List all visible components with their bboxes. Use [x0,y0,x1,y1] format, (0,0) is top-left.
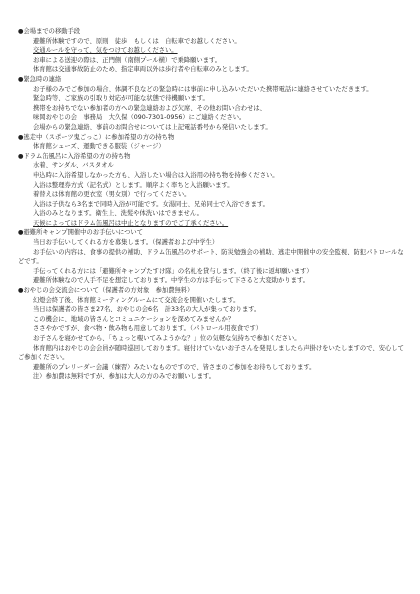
body-line: この機会に、地域の皆さんとコミュニケーションを深めてみませんか？ [33,315,235,323]
section-volunteer-help [18,228,406,286]
body-line: 当日は保護者の皆さま27名、おやじの会6名 計33名の大人が集っております。 [33,306,261,314]
body-line-underlined: 天候によってはドラム缶風呂は中止となりますのでご了承ください。 [33,219,229,227]
body-line: 幻燈会終了後、体育館ミーティングルームにて交流会を開催いたします。 [33,296,240,304]
body-paragraph: お手伝いの内容は、食事の提供の補助、ドラム缶風呂のサポート、防災勉強会の補助、逃走中開催中の安全監視、防犯パトロールなどです。 [18,248,404,266]
section-transport [18,27,406,75]
section-heading: ●会場までの移動手段 [18,28,81,35]
section-heading: ●緊急時の連絡 [18,75,62,83]
body-line: 体育館シューズ、運動できる服装（ジャージ） [33,143,165,151]
section-heading: ●ドラム缶風呂に入浴希望の方の持ち物 [18,152,131,160]
body-line: 避難所のプレリーダー会議（練習）みたいなものですので、皆さまのご参加をお待ちしております。 [33,363,316,371]
body-line: 避難所体験ですので、原則 徒歩 もしくは 自転車でお越しください。 [33,37,241,45]
section-emergency-contact [18,75,406,133]
body-line: 入浴は子供なら3名まで同時入浴が可能です。女湯同士、兄弟同士で入浴できます。 [33,200,269,208]
body-line: 避難所体験なので人手不足を想定しております。中学生の方は手伝って下さると大変助かります。 [33,277,310,285]
body-line: ささやかですが、食べ物・飲み物も用意しております。（パトロール用夜食です） [33,325,263,333]
document-content [18,27,406,382]
body-line: お車による送迎の際は、正門側（南側プール横）で乗降願います。 [33,56,222,64]
body-paragraph: お子様のみでご参加の場合、体調不良などの緊急時には事前に申し込みいただいた携帯電話に連絡させていただきます。 [33,85,373,93]
section-heading: ●逃走中（スポーツ鬼ごっこ）に参加希望の方の持ち物 [18,133,175,141]
body-line: 入浴は整理券方式（記名式）とします。順序よく率ちと入浴願います。 [33,181,234,189]
body-line: 味岡おやじの会 事務局 大久保（090-7301-0956）にご連絡ください。 [33,114,246,122]
body-line: 申込時に入浴希望しなかった方も、入浴したい場合は入浴用の持ち物を持参ください。 [33,171,279,179]
section-social-gathering [18,286,406,382]
section-heading: ●避難所キャンプ開催中のお手伝いについて [18,229,144,237]
body-line: 手伝ってくれる方には「避難所キャンプたすけ隊」の名札を貸与します。（終了後に返却願います） [33,267,313,275]
body-line: 緊急時等、ご家族の引取り対応が可能な状態で待機願います。 [33,95,209,103]
body-paragraph: 体育館内はおやじの会会員が随時巡回しております。寝付けていないお子さんを発見しましたら声掛けをいたしますので、安心してご参加ください。 [18,344,404,362]
body-line: 体育館は交通事故防止のため、指定車両以外は歩行者や自転車のみとします。 [33,66,253,74]
section-tag-game-items [18,133,406,152]
body-line: 会場からの緊急連絡、事前のお問合せについては上記電話番号から発信いたします。 [33,123,272,131]
section-heading: ●おやじの会交流会について（保護者の方対象 参加費無料） [18,287,194,295]
body-line-underlined: 交通ルールを守って、気をつけてお越しください。 [33,47,178,55]
section-drum-bath-items [18,152,406,229]
body-line: 携帯をお持ちでない参加者の方への緊急連絡および欠席、その他お問い合わせは、 [33,104,266,112]
body-line: お子さんを寝かせてから、「ちょっと覗いてみようかな？」位の気軽な気持ちで参加ください。 [33,335,301,342]
body-line: 注）参加費は無料ですが、参加は大人の方のみでお願いします。 [33,373,216,381]
body-line: 水着、サンダル、バスタオル [33,162,114,170]
body-line: 入浴のみとなります。衛生上、洗髪や体洗いはできません。 [33,210,203,218]
body-line: 着替えは体育館の更衣室（男女別）で行ってください。 [33,191,191,199]
body-line: 当日お手伝いしてくれる方を募集します。（保護者および中学生） [33,239,219,247]
